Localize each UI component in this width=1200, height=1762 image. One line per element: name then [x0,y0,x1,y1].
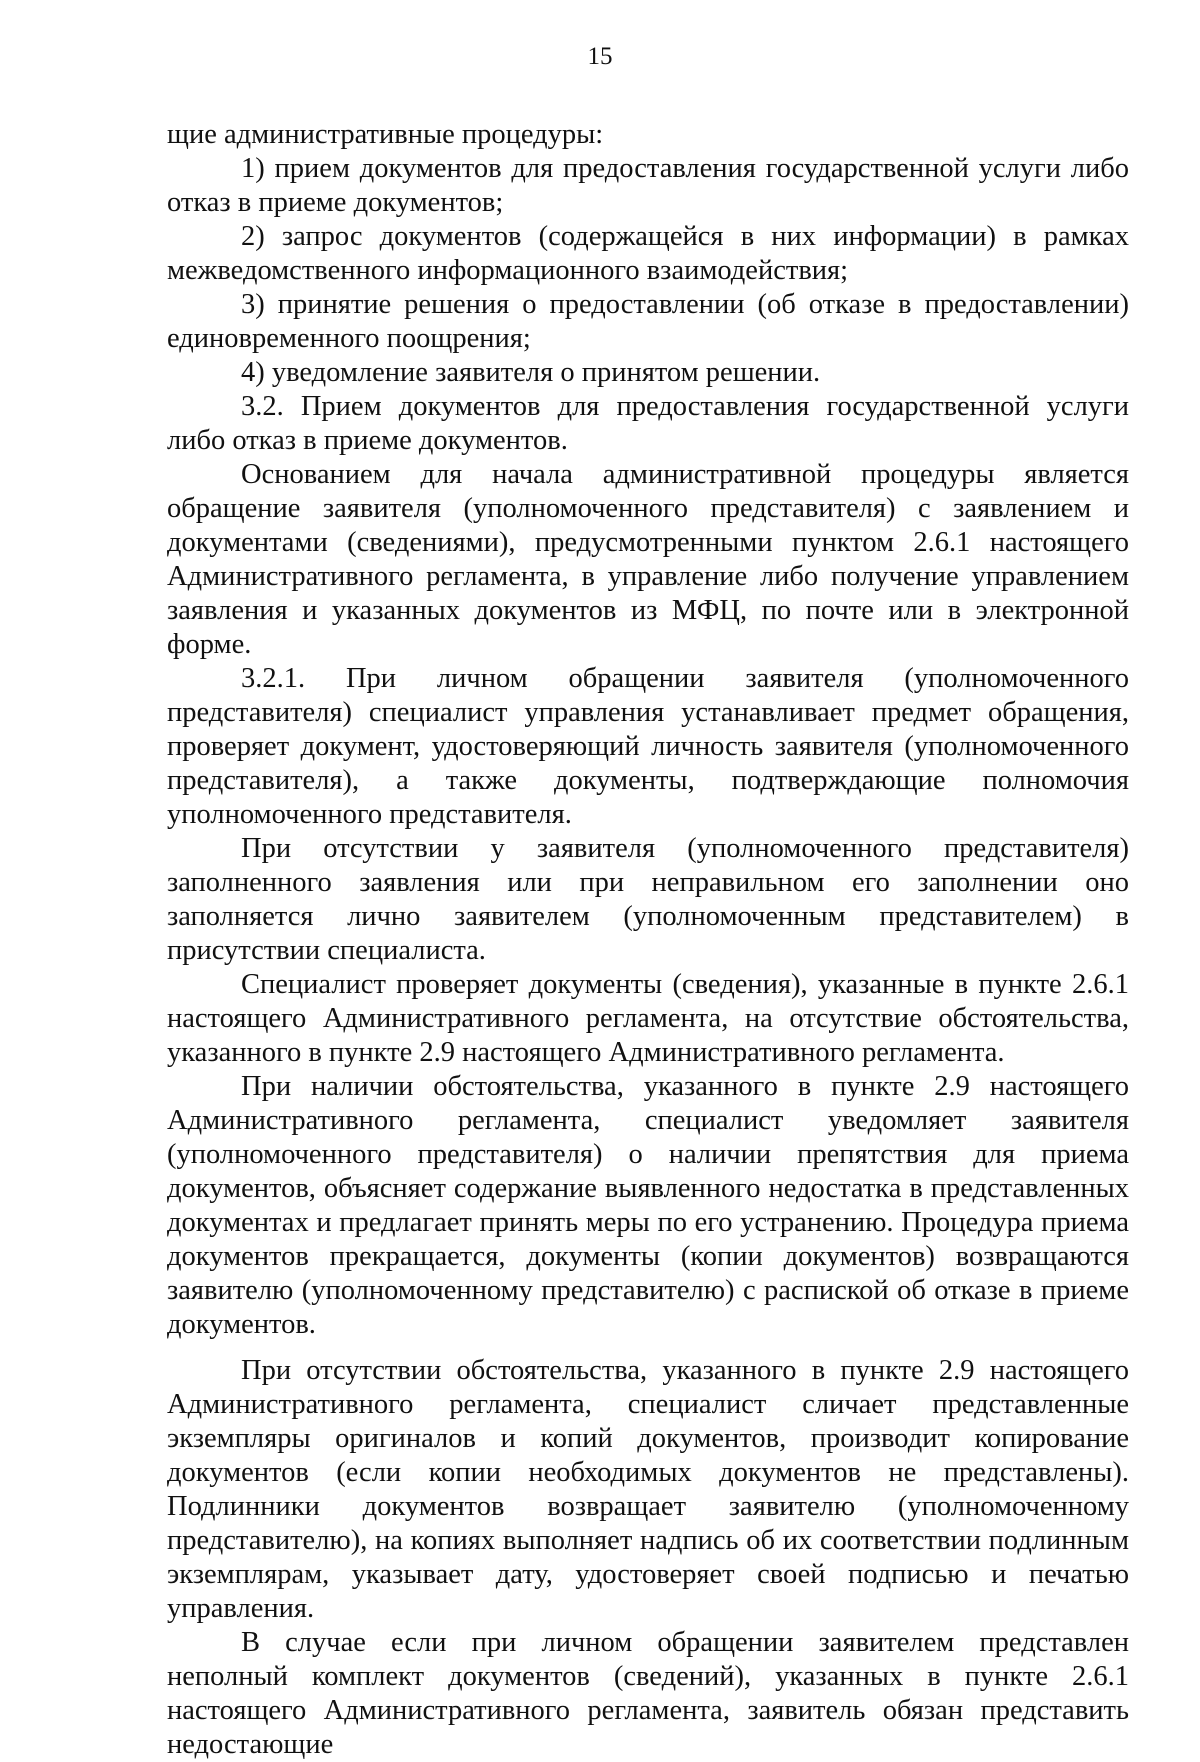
paragraph-grounds: Основанием для начала административной процедуры является обращение заявителя (уполномоченного представителя) с заявлением и документами (сведениями), предусмотренными пунктом 2.6.1 настоящего Административного регламента, в управление либо получение управлением заявления и указанных документов из МФЦ, по почте или в электронной форме. [167,459,1129,660]
paragraph-specialist-checks: Специалист проверяет документы (сведения), указанные в пункте 2.6.1 настоящего Административного регламента, на отсутствие обстоятельства, указанного в пункте 2.9 настоящего Административного регламента. [167,969,1129,1068]
paragraph-3-2-1: 3.2.1. При личном обращении заявителя (уполномоченного представителя) специалист управления устанавливает предмет обращения, проверяет документ, удостоверяющий личность заявителя (уполномоченного представителя), а также документы, подтверждающие полномочия уполномоченного представителя. [167,663,1129,830]
section-heading-3-2: 3.2. Прием документов для предоставления государственной услуги либо отказ в приеме документов. [167,391,1129,456]
page-number: 15 [587,43,613,70]
list-item-4: 4) уведомление заявителя о принятом решении. [241,357,821,388]
list-item-1: 1) прием документов для предоставления государственной услуги либо отказ в приеме документов; [167,153,1129,218]
document-body [167,118,1129,1762]
list-item-2: 2) запрос документов (содержащейся в них информации) в рамках межведомственного информационного взаимодействия; [167,221,1129,286]
paragraph-circumstance-absent: При отсутствии обстоятельства, указанного в пункте 2.9 настоящего Административного регламента, специалист сличает представленные экземпляры оригиналов и копий документов, производит копирование документов (если копии необходимых документов не представлены). Подлинники документов возвращает заявителю (уполномоченному представителю), на копиях выполняет надпись об их соответствии подлинным экземплярам, указывает дату, удостоверяет своей подписью и печатью управления. [167,1355,1129,1624]
paragraph-absent-application: При отсутствии у заявителя (уполномоченного представителя) заполненного заявления или при неправильном его заполнении оно заполняется лично заявителем (уполномоченным представителем) в присутствии специалиста. [167,833,1129,966]
paragraph-procedures-intro: щие административные процедуры: [167,119,604,150]
paragraph-circumstance-present: При наличии обстоятельства, указанного в пункте 2.9 настоящего Административного регламента, специалист уведомляет заявителя (уполномоченного представителя) о наличии препятствия для приема документов, объясняет содержание выявленного недостатка в представленных документах и предлагает принять меры по его устранению. Процедура приема документов прекращается, документы (копии документов) возвращаются заявителю (уполномоченному представителю) с распиской об отказе в приеме документов. [167,1071,1129,1340]
list-item-3: 3) принятие решения о предоставлении (об отказе в предоставлении) единовременного поощрения; [167,289,1129,354]
paragraph-incomplete-set: В случае если при личном обращении заявителем представлен неполный комплект документов (сведений), указанных в пункте 2.6.1 настоящего Административного регламента, заявитель обязан представить недостающие [167,1627,1129,1760]
